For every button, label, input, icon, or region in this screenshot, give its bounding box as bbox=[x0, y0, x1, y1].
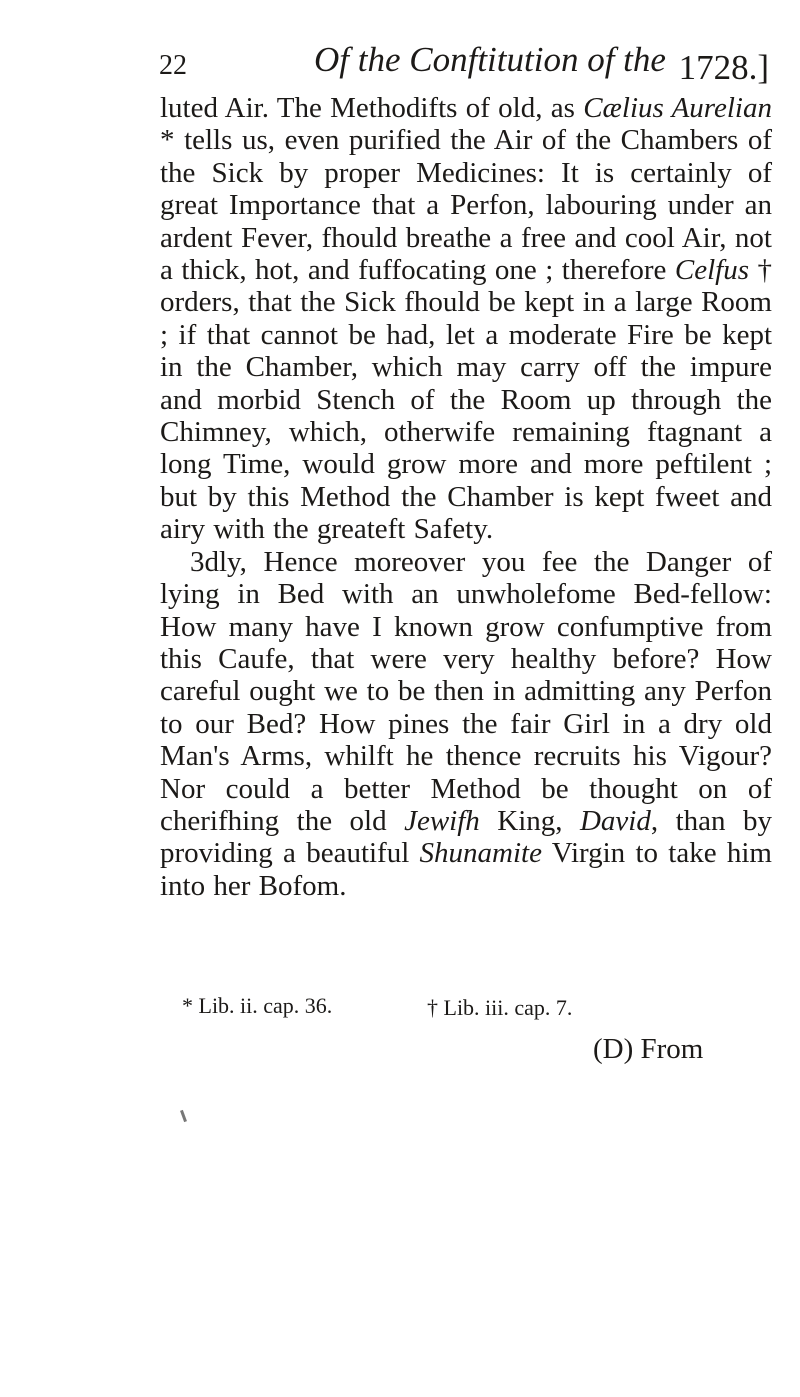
paragraph-2: 3dly, Hence moreover you fee the Danger of lying in Bed with an unwholefome Bed-fellow: How many have I known grow confumptive from this Caufe, that were very healthy before? How careful ought we to be then in admitting any Perfon to our Bed? How pines the fair Girl in a dry old Man's Arms, whilft he thence recruits his Vigour? Nor could a better Method be thought on of cherifhing the old Jewifh King, David, than by providing a beautiful Shunamite Virgin to take him into her Bofom. bbox=[160, 545, 772, 902]
running-title: Of the Conftitution of the bbox=[314, 40, 666, 79]
italic-text: Cælius Aurelian bbox=[583, 92, 772, 124]
italic-text: Celfus bbox=[674, 254, 750, 287]
catchword: (D) From bbox=[593, 1033, 704, 1065]
body-text bbox=[160, 92, 772, 902]
page-header bbox=[159, 40, 769, 92]
header-year: 1728.] bbox=[678, 48, 769, 87]
page-number: 22 bbox=[159, 50, 187, 81]
footnote-1: * Lib. ii. cap. 36. bbox=[182, 993, 333, 1018]
italic-text: David bbox=[579, 804, 651, 837]
italic-text: Jewifh bbox=[404, 804, 480, 837]
footnote-2: † Lib. iii. cap. 7. bbox=[427, 995, 573, 1020]
paragraph-1: luted Air. The Methodifts of old, as Cælius Aurelian * tells us, even purified the Air of the Chambers of the Sick by proper Medicines: It is certainly of great Importance that a Perfon, labouring under an ardent Fever, fhould breathe a free and cool Air, not a thick, hot, and fuffocating one ; therefore Celfus † orders, that the Sick fhould be kept in a large Room ; if that cannot be had, let a moderate Fire be kept in the Chamber, which may carry off the impure and morbid Stench of the Room up through the Chimney, which, otherwife remaining ftagnant a long Time, would grow more and more peftilent ; but by this Method the Chamber is kept fweet and airy with the greateft Safety. bbox=[160, 92, 772, 546]
ink-speck bbox=[180, 1110, 187, 1122]
italic-text: Shunamite bbox=[419, 837, 542, 870]
